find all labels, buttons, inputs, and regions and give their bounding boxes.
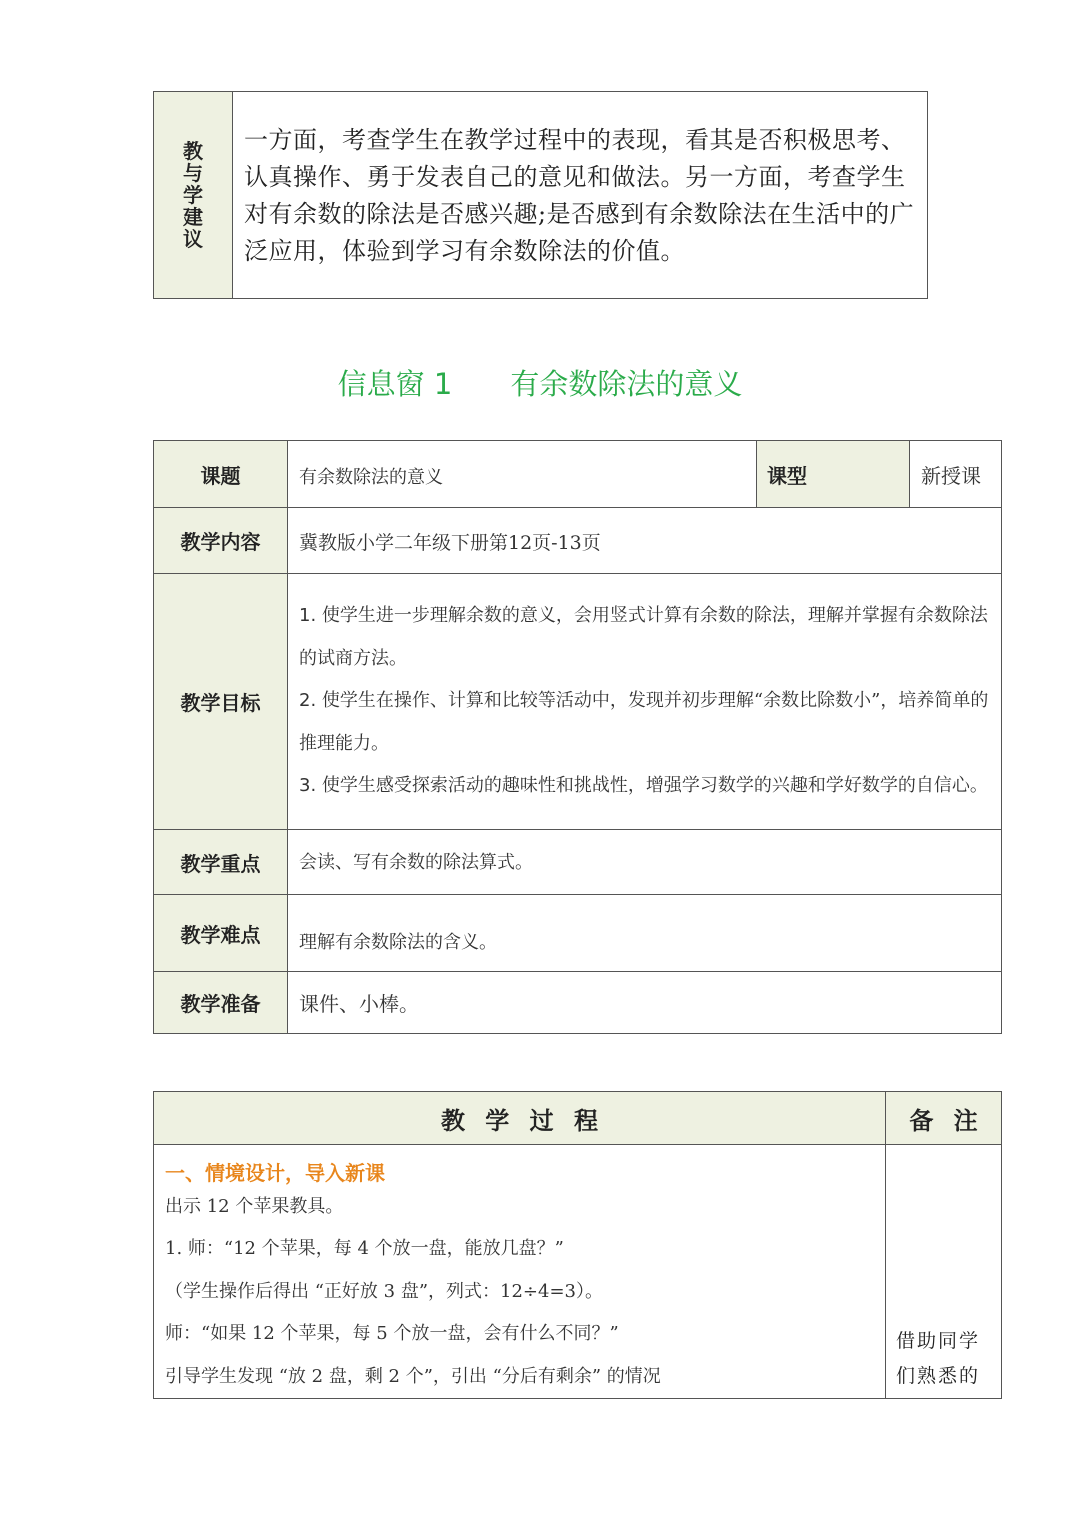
process-line: 出示 12 个苹果教具。: [165, 1196, 344, 1217]
suggestion-side-label: [154, 92, 233, 299]
table-row: [154, 1092, 1002, 1145]
key-point-label: 教学重点: [154, 830, 288, 895]
process-content: [154, 1145, 886, 1399]
note-header: 备 注: [886, 1092, 1002, 1145]
process-line: 师：“如果 12 个苹果，每 5 个放一盘，会有什么不同？”: [165, 1323, 619, 1344]
table-row: [154, 1145, 1002, 1399]
note-content: 借助同学们熟悉的: [886, 1145, 1002, 1399]
goal-item: 1. 使学生进一步理解余数的意义，会用竖式计算有余数的除法，理解并掌握有余数除法的试商方法。: [299, 605, 988, 669]
suggestion-body-text: 一方面，考查学生在教学过程中的表现，看其是否积极思考、认真操作、勇于发表自己的意见和做法。另一方面，考查学生对有余数的除法是否感兴趣;是否感到有余数除法在生活中的广泛应用，体验到学习有余数除法的价值。: [233, 92, 928, 299]
side-char: 议: [183, 227, 203, 251]
type-value: 新授课: [910, 441, 1002, 508]
section-title-topic: 有余数除法的意义: [510, 367, 743, 401]
key-point-value: 会读、写有余数的除法算式。: [288, 830, 1002, 895]
side-char: 教: [183, 139, 203, 163]
teaching-suggestion-table: [153, 91, 928, 299]
goal-item: 3. 使学生感受探索活动的趣味性和挑战性，增强学习数学的兴趣和学好数学的自信心。: [299, 775, 988, 797]
section-title-window: 信息窗 1: [337, 367, 453, 401]
table-row: [154, 441, 1002, 508]
lesson-info-table: [153, 440, 1002, 1034]
table-row: [154, 508, 1002, 574]
topic-label: 课题: [154, 441, 288, 508]
side-char: 学: [183, 183, 203, 207]
table-row: [154, 830, 1002, 895]
table-row: [154, 895, 1002, 972]
type-label: 课型: [757, 441, 910, 508]
goal-item: 2. 使学生在操作、计算和比较等活动中，发现并初步理解“余数比除数小”，培养简单的推理能力。: [299, 690, 989, 754]
process-line: 引导学生发现 “放 2 盘，剩 2 个”，引出 “分后有剩余” 的情况: [165, 1365, 661, 1387]
prep-label: 教学准备: [154, 972, 288, 1034]
content-label: 教学内容: [154, 508, 288, 574]
difficulty-value: 理解有余数除法的含义。: [288, 895, 1002, 972]
difficulty-label: 教学难点: [154, 895, 288, 972]
process-line: （学生操作后得出 “正好放 3 盘”，列式：12÷4=3）。: [165, 1280, 603, 1302]
teaching-process-table: [153, 1091, 1002, 1399]
section-heading: 一、情境设计，导入新课: [165, 1161, 385, 1185]
content-value: 冀教版小学二年级下册第12页-13页: [288, 508, 1002, 574]
goals-label: 教学目标: [154, 574, 288, 830]
goals-list: [288, 574, 1002, 830]
process-header: 教 学 过 程: [154, 1092, 886, 1145]
table-row: [154, 574, 1002, 830]
process-line: 1. 师：“12 个苹果，每 4 个放一盘，能放几盘？”: [165, 1238, 564, 1259]
side-char: 建: [183, 205, 203, 229]
table-row: [154, 972, 1002, 1034]
section-title: [0, 362, 1080, 403]
prep-value: 课件、小棒。: [288, 972, 1002, 1034]
topic-value: 有余数除法的意义: [288, 441, 757, 508]
side-char: 与: [183, 161, 203, 185]
